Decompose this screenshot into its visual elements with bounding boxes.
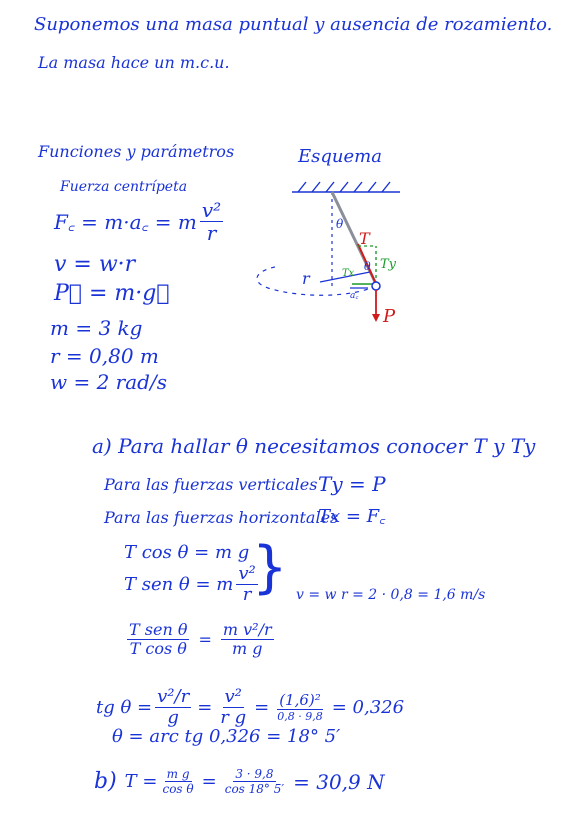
eq2-lhs: T sen θ = m — [124, 573, 234, 595]
tg-f3-denominator: 0,8 · 9,8 — [277, 710, 323, 723]
theta-label-top: θ — [336, 217, 344, 231]
part-b-label: b) — [94, 768, 117, 794]
weight-label: P — [383, 306, 396, 327]
tg-fraction-2 — [218, 688, 248, 727]
horizontal-forces-label: Para las fuerzas horizontales — [104, 508, 339, 527]
angular-velocity-value: w = 2 rad/s — [50, 370, 167, 394]
vertical-forces-label: Para las fuerzas verticales — [104, 475, 318, 494]
theta-label-mass: θ — [364, 260, 371, 273]
tg-f1-numerator: v²/r — [157, 686, 190, 707]
ratio-rhs-numerator: m v²/r — [222, 620, 272, 639]
tg-f2-numerator: v² — [224, 686, 242, 707]
tg-fraction-1 — [155, 688, 191, 727]
ratio-lhs — [127, 622, 189, 657]
intro-line-1: Suponemos una masa puntual y ausencia de rozamiento. — [34, 14, 553, 35]
velocity-calculation: v = w r = 2 · 0,8 = 1,6 m/s — [296, 587, 486, 603]
pendulum-diagram — [240, 170, 440, 330]
centripetal-force-label: Fuerza centrípeta — [60, 179, 188, 195]
weight-equation: P⃗ = m·g⃗ — [54, 281, 170, 306]
vertical-forces-equation: Ty = P — [318, 472, 386, 496]
system-brace: } — [252, 535, 288, 600]
tangent-equation: tg θ = $\frac{\text{v²/r}}{g}$ = $\frac{\text{v²}}{\text{r g}}$ = $\frac{\text{(1,6)²}}{0,8 \cdot 9,8}$ = 0,326 — [96, 686, 405, 728]
part-b-f1-numerator: m g — [166, 767, 190, 781]
ratio-rhs-denominator: m g — [232, 639, 263, 658]
diagram-title: Esquema — [298, 146, 382, 167]
centripetal-force-equation — [54, 200, 226, 243]
ratio-lhs-numerator: T sen θ — [129, 620, 188, 639]
radius-label: r — [302, 269, 310, 288]
ceiling-hatching — [298, 182, 390, 192]
intro-line-2: La masa hace un m.c.u. — [38, 53, 230, 72]
tg-f2-denominator: r g — [220, 707, 247, 728]
ratio-equation: $\frac{\text{T sen θ}}{\text{T cos θ}}$ = $\frac{\text{m v²/r}}{\text{m g}}$ — [129, 620, 272, 658]
fc-numerator: v² — [201, 198, 222, 222]
tg-f3-numerator: (1,6)² — [279, 691, 321, 709]
radius-value: r = 0,80 m — [50, 344, 159, 368]
part-b-f1-denominator: cos θ — [162, 782, 194, 796]
ty-label: Ty — [380, 257, 397, 272]
ratio-rhs — [221, 622, 274, 657]
mass-point — [372, 282, 380, 290]
part-b-f2-numerator: 3 · 9,8 — [235, 767, 274, 781]
tg-lhs: tg θ = — [96, 696, 153, 718]
part-b-lhs: T = — [124, 770, 158, 792]
part-b-fraction-2 — [223, 768, 286, 795]
part-b-f2-denominator: cos 18° 5′ — [224, 782, 285, 796]
tg-result: = 0,326 — [331, 696, 405, 718]
fc-eq-text: F꜀ = m·a꜀ = m — [54, 209, 197, 234]
horizontal-forces-equation: Tx = F꜀ — [318, 506, 386, 527]
weight-arrowhead — [372, 314, 380, 322]
eq2-numerator: v² — [238, 563, 256, 584]
ratio-lhs-denominator: T cos θ — [129, 639, 187, 658]
equation-2 — [124, 565, 261, 604]
tension-label: T — [359, 229, 370, 248]
part-b-fraction-1 — [160, 768, 195, 795]
velocity-equation: v = w·r — [54, 252, 136, 277]
ac-label: a꜀ — [350, 291, 359, 301]
eq2-denominator: r — [242, 584, 252, 605]
tg-f1-denominator: g — [167, 707, 179, 728]
part-a-title: a) Para hallar θ necesitamos conocer T y Ty — [92, 434, 536, 458]
theta-result: θ = arc tg 0,326 = 18° 5′ — [112, 726, 341, 747]
fc-fraction — [200, 200, 223, 243]
part-b-equation: b) T = $\frac{\text{m g}}{\text{cos θ}}$ = $\frac{3 \cdot 9,8}{\cos 18^\circ 5'}$ = 30,9 N — [94, 767, 385, 796]
tx-label: Tx — [342, 268, 355, 279]
part-b-result: = 30,9 N — [293, 769, 385, 794]
equation-1: T cos θ = m g — [124, 542, 250, 563]
params-heading: Funciones y parámetros — [38, 142, 235, 161]
fc-denominator: r — [206, 221, 217, 245]
tg-fraction-3 — [275, 693, 324, 722]
mass-value: m = 3 kg — [50, 316, 143, 340]
